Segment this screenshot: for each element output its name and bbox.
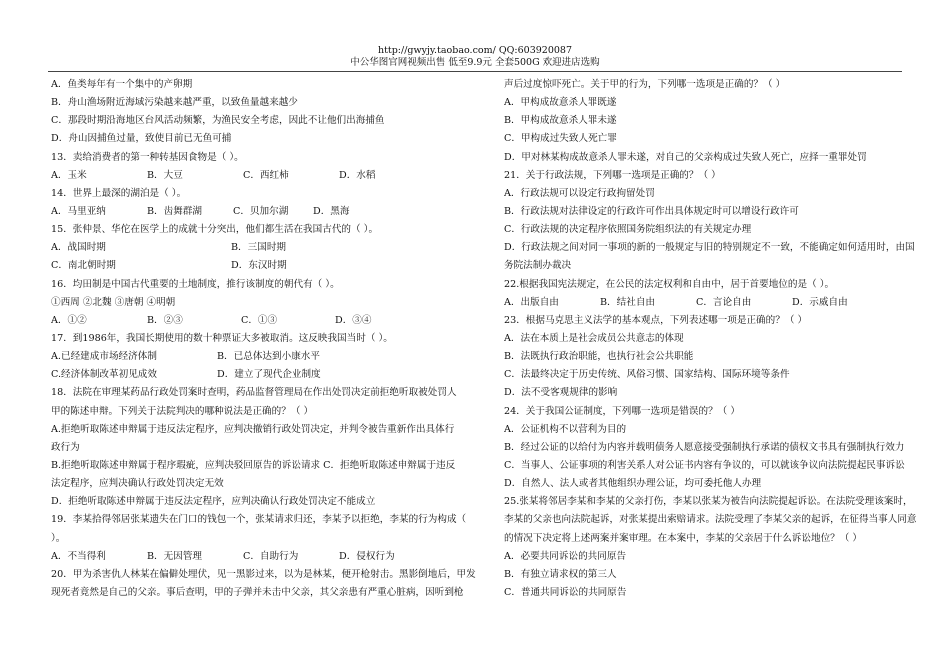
q19-options: [51, 548, 481, 566]
q14-options: [51, 203, 481, 221]
header-promo-line: 中公华图官网视频出售 低至9.9元 全套500G 欢迎进店选购: [350, 57, 600, 68]
q17-option-a: A.已经建成市场经济体制: [51, 351, 157, 363]
q16-statements: ①西周 ②北魏 ③唐朝 ④明朝: [51, 296, 176, 308]
q16-option-b: B．②③: [147, 314, 183, 326]
q19-stem-2: ）。: [51, 532, 66, 544]
q21-option-b: B．行政法规对法律设定的行政许可作出具体规定时可以增设行政许可: [504, 205, 799, 217]
q16-options: [51, 312, 481, 330]
q13-option-c: C．西红柿: [243, 169, 289, 181]
right-column: [504, 76, 936, 602]
q13-option-b: B．大豆: [147, 169, 183, 181]
q19-option-c: C．自助行为: [243, 550, 299, 562]
q20-option-d: D．甲对林某构成故意杀人罪未遂，对自己的父亲构成过失致人死亡，应择一重罪处罚: [504, 151, 867, 163]
q23-stem: 23．根据马克思主义法学的基本观点，下列表述哪一项是正确的？（ ）: [504, 314, 808, 326]
q19-stem-1: 19．李某拾得邻居张某遗失在门口的钱包一个，张某请求归还，李某予以拒绝，李某的行为构成（: [51, 514, 467, 526]
q17-options-1: [51, 348, 481, 366]
q20-option-a: A．甲构成故意杀人罪既遂: [504, 97, 617, 109]
q18-option-bc-2: 法定程序，应判决确认行政处罚决定无效: [51, 478, 224, 490]
q20-option-c: C．甲构成过失致人死亡罪: [504, 133, 617, 145]
q15-option-a: A．战国时期: [51, 242, 106, 254]
q16-option-c: C．①③: [241, 314, 278, 326]
q17-stem: 17．到1986年，我国长期使用的数十种票证大多被取消。这反映我国当时（ ）。: [51, 332, 393, 344]
q12-option-d: D．舟山因捕鱼过量，致使目前已无鱼可捕: [51, 133, 232, 145]
q25-stem-1: 25.张某将邻居李某和李某的父亲打伤，李某以张某为被告向法院提起诉讼。在法院受理该案时，: [504, 496, 913, 508]
q21-option-c: C．行政法规的决定程序依照国务院组织法的有关规定办理: [504, 224, 752, 236]
q18-option-bc-1: B.拒绝听取陈述申辩属于程序瑕疵，应判决驳回原告的诉讼请求 C．拒绝听取陈述申辩属于违反: [51, 459, 456, 471]
q14-option-b: B．齿舞群湖: [147, 205, 203, 217]
q15-options-2: [51, 257, 481, 275]
q17-option-b: B．已总体达到小康水平: [217, 351, 320, 363]
q24-stem: 24．关于我国公证制度，下列哪一选项是错误的？（ ）: [504, 405, 740, 417]
q18-option-a-2: 政行为: [51, 441, 80, 453]
q23-option-b: B．法既执行政治职能，也执行社会公共职能: [504, 351, 694, 363]
q22-stem: 22.根据我国宪法规定，在公民的法定权利和自由中，居于首要地位的是（ ）。: [504, 278, 835, 290]
q19-option-d: D．侵权行为: [339, 550, 395, 562]
q15-options-1: [51, 239, 481, 257]
q23-option-a: A．法在本质上是社会成员公共意志的体现: [504, 332, 684, 344]
q13-option-d: D．水稻: [339, 169, 376, 181]
q13-options: [51, 167, 481, 185]
q25-option-c: C．普通共同诉讼的共同原告: [504, 586, 627, 598]
q15-stem: 15．张仲景、华佗在医学上的成就十分突出，他们都生活在我国古代的（ ）。: [51, 224, 379, 236]
q18-stem-2: 甲的陈述申辩。下列关于法院判决的哪种说法是正确的？（ ）: [51, 405, 314, 417]
q17-option-c: C.经济体制改革初见成效: [51, 369, 157, 381]
q19-option-a: A．不当得利: [51, 550, 106, 562]
q24-option-c: C．当事人、公证事项的利害关系人对公证书内容有争议的，可以就该争议向法院提起民事诉讼: [504, 459, 905, 471]
q20-stem-1: 20．甲为杀害仇人林某在偏僻处埋伏，见一黑影过来，以为是林某，便开枪射击。黑影倒地后，甲发: [51, 568, 476, 580]
q21-option-d-1: D．行政法规之间对同一事项的新的一般规定与旧的特别规定不一致，不能确定如何适用时，由国: [504, 242, 915, 254]
q20-stem-2: 现死者竟然是自己的父亲。事后查明，甲的子弹并未击中父亲，其父亲患有严重心脏病，因听到枪: [51, 586, 464, 598]
q21-option-a: A．行政法规可以设定行政拘留处罚: [504, 187, 655, 199]
left-column: [51, 76, 481, 602]
header-contact-line: http://gwyjy.taobao.com/ QQ:603920087: [377, 45, 573, 56]
q24-option-d: D．自然人、法人或者其他组织办理公证，均可委托他人办理: [504, 478, 762, 490]
q22-option-c: C．言论自由: [696, 296, 752, 308]
q15-option-c: C．南北朝时期: [51, 260, 116, 272]
q20-option-b: B．甲构成故意杀人罪未遂: [504, 115, 617, 127]
q21-option-d-2: 务院法制办裁决: [504, 260, 572, 272]
q20-stem-3: 声后过度惊吓死亡。关于甲的行为，下列哪一选项是正确的？（ ）: [504, 79, 786, 90]
q25-stem-3: 的情况下决定将上述两案并案审理。在本案中，李某的父亲居于什么诉讼地位？（ ）: [504, 532, 863, 544]
q15-option-b: B．三国时期: [231, 242, 287, 254]
q14-option-d: D．黑海: [313, 205, 350, 217]
q23-option-c: C．法最终决定于历史传统、风俗习惯、国家结构、国际环境等条件: [504, 369, 790, 381]
q24-option-a: A．公证机构不以营利为目的: [504, 423, 627, 435]
q15-option-d: D．东汉时期: [231, 260, 287, 272]
q22-option-d: D．示威自由: [792, 296, 848, 308]
q22-option-a: A．出版自由: [504, 296, 559, 308]
q18-option-d: D．拒绝听取陈述申辩属于违反法定程序，应判决确认行政处罚决定不能成立: [51, 496, 376, 508]
q14-stem: 14．世界上最深的湖泊是（ ）。: [51, 187, 187, 199]
q17-options-2: [51, 366, 481, 384]
q17-option-d: D．建立了现代企业制度: [217, 369, 321, 381]
q23-option-d: D．法不受客观规律的影响: [504, 387, 618, 399]
q21-stem: 21．关于行政法规，下列哪一选项是正确的？（ ）: [504, 169, 721, 181]
q22-option-b: B．结社自由: [600, 296, 656, 308]
q14-option-a: A．马里亚纳: [51, 205, 106, 217]
q12-option-c: C．那段时期沿海地区台风活动频繁，为渔民安全考虑，因此不让他们出海捕鱼: [51, 115, 385, 127]
q12-option-a: A．鱼类每年有一个集中的产卵期: [51, 79, 193, 90]
q14-option-c: C．贝加尔湖: [233, 205, 289, 217]
q16-option-a: A．①②: [51, 314, 87, 326]
q12-option-b: B．舟山渔场附近海域污染越来越严重，以致鱼量越来越少: [51, 97, 298, 109]
q25-option-b: B．有独立请求权的第三人: [504, 568, 617, 580]
q25-stem-2: 李某的父亲也向法院起诉，对张某提出索赔请求。法院受理了李某父亲的起诉，在征得当事人同意: [504, 514, 917, 526]
q25-option-a: A．必要共同诉讼的共同原告: [504, 550, 627, 562]
q22-options: [504, 294, 936, 312]
q16-option-d: D．③④: [335, 314, 372, 326]
q13-stem: 13．卖给消费者的第一种转基因食物是（ ）。: [51, 151, 244, 163]
q13-option-a: A．玉米: [51, 169, 87, 181]
q18-stem-1: 18．法院在审理某药品行政处罚案时查明，药品监督管理局在作出处罚决定前拒绝听取被处罚人: [51, 387, 457, 399]
q18-option-a-1: A.拒绝听取陈述申辩属于违反法定程序，应判决撤销行政处罚决定，并判令被告重新作出具体行: [51, 423, 455, 435]
q24-option-b: B．经过公证的以给付为内容并载明债务人愿意接受强制执行承诺的债权文书具有强制执行效力: [504, 441, 905, 453]
q19-option-b: B．无因管理: [147, 550, 203, 562]
q16-stem: 16．均田制是中国古代重要的土地制度，推行该制度的朝代有（ ）。: [51, 278, 340, 290]
header-divider: [48, 71, 902, 72]
